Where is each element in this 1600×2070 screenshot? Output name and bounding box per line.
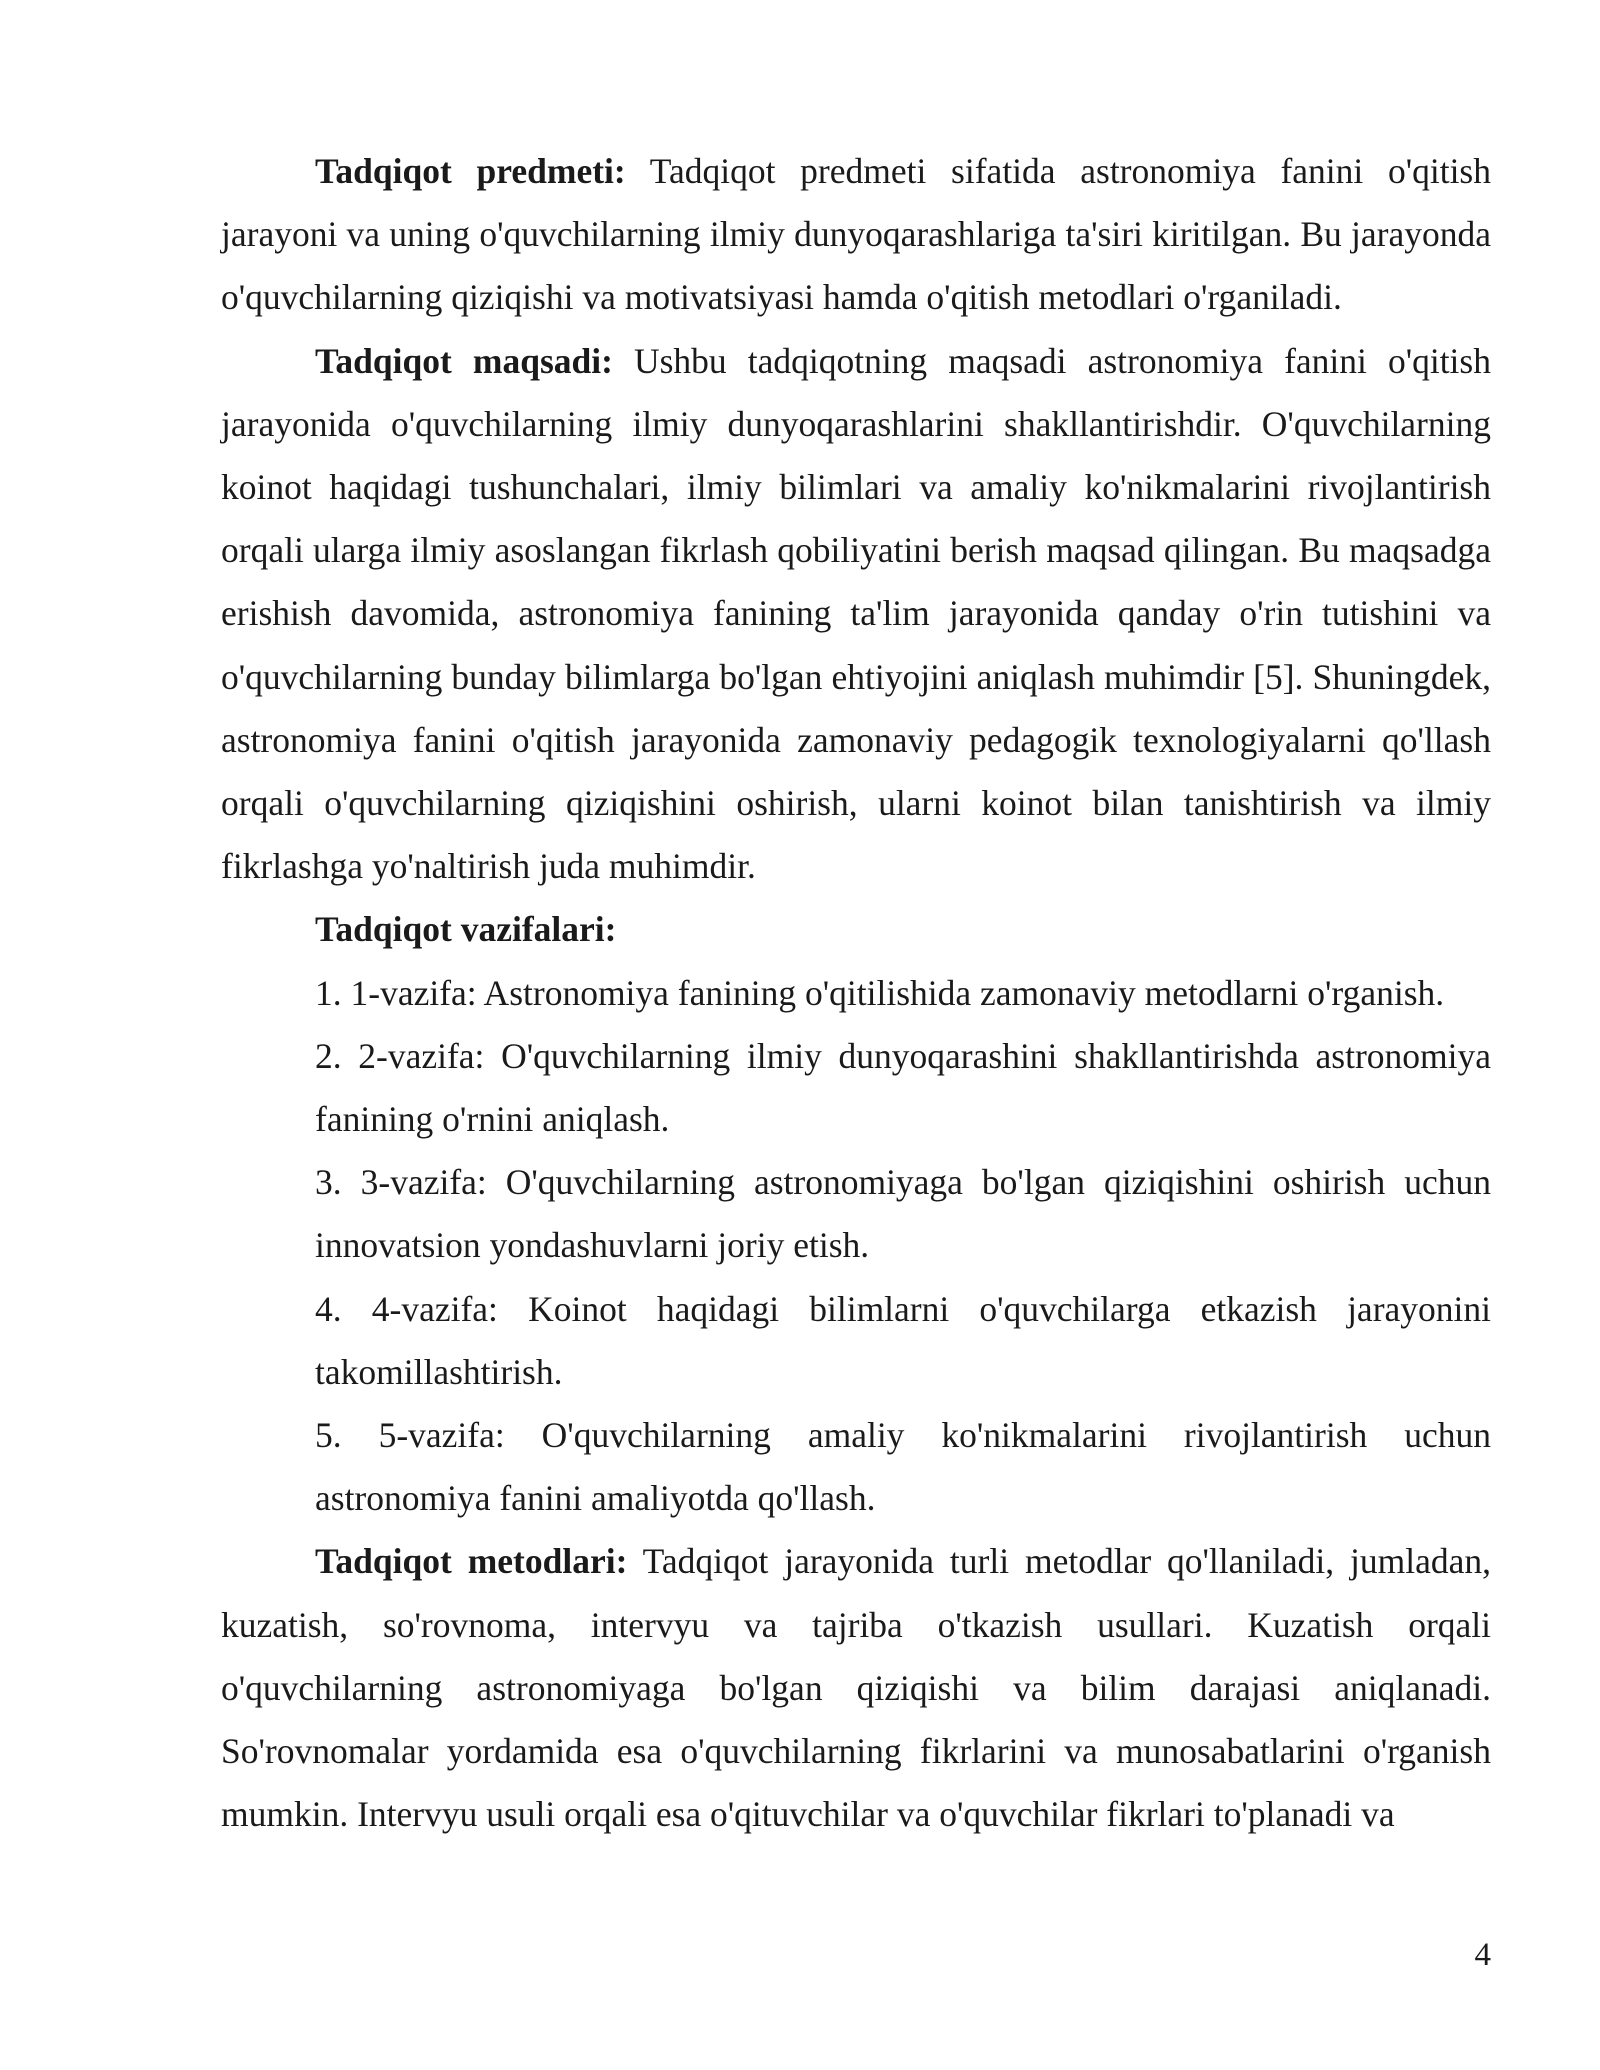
research-goal-text: Ushbu tadqiqotning maqsadi astronomiya fanini o'qitish jarayonida o'quvchilarning ilmiy dunyoqarashlarini shakllantirishdir. O'quvchilarning koinot haqidagi tushunchalari, ilmiy bilimlari va amaliy ko'nikmalarini rivojlantirish orqali ularga ilmiy asoslangan fikrlash qobiliyatini berish maqsad qilingan. Bu maqsadga erishish davomida, astronomiya fanining ta'lim jarayonida qanday o'rin tutishini va o'quvchilarning bunday bilimlarga bo'lgan ehtiyojini aniqlash muhimdir [5]. Shuningdek, astronomiya fanini o'qitish jarayonida zamonaviy pedagogik texnologiyalarni qo'llash orqali o'quvchilarning qiziqishini oshirish, ularni koinot bilan tanishtirish va ilmiy fikrlashga yo'naltirish juda muhimdir. [221,340,1491,887]
task-item-5: 5. 5-vazifa: O'quvchilarning amaliy ko'nikmalarini rivojlantirish uchun astronomiya fanini amaliyotda qo'llash. [315,1415,1491,1519]
research-subject-heading: Tadqiqot predmeti: [315,151,626,191]
research-methods-heading: Tadqiqot metodlari: [315,1541,628,1582]
research-goal-heading: Tadqiqot maqsadi: [315,340,613,381]
research-tasks-list [221,962,1491,1531]
research-tasks-heading: Tadqiqot vazifalari: [315,909,617,950]
task-item-1: 1. 1-vazifa: Astronomiya fanining o'qitilishida zamonaviy metodlarni o'rganish. [315,972,1445,1013]
task-item-3: 3. 3-vazifa: O'quvchilarning astronomiyaga bo'lgan qiziqishini oshirish uchun innovatsion yondashuvlarni joriy etish. [315,1162,1491,1266]
page-number: 4 [1474,1937,1491,1973]
paragraph-research-goal [221,330,1491,899]
task-item-2: 2. 2-vazifa: O'quvchilarning ilmiy dunyoqarashini shakllantirishda astronomiya fanining o'rnini aniqlash. [315,1035,1491,1140]
document-page [221,140,1491,1846]
task-item-4: 4. 4-vazifa: Koinot haqidagi bilimlarni o'quvchilarga etkazish jarayonini takomillashtirish. [315,1288,1491,1392]
research-methods-text: Tadqiqot jarayonida turli metodlar qo'llaniladi, jumladan, kuzatish, so'rovnoma, intervyu va tajriba o'tkazish usullari. Kuzatish orqali o'quvchilarning astronomiyaga bo'lgan qiziqishi va bilim darajasi aniqlanadi. So'rovnomalar yordamida esa o'quvchilarning fikrlarini va munosabatlarini o'rganish mumkin. Intervyu usuli orqali esa o'qituvchilar va o'quvchilar fikrlari to'planadi va [221,1541,1491,1835]
paragraph-research-methods [221,1530,1491,1846]
paragraph-research-subject [221,140,1491,330]
research-subject-text: Tadqiqot predmeti sifatida astronomiya fanini o'qitish jarayoni va uning o'quvchilarning ilmiy dunyoqarashlariga ta'siri kiritilgan. Bu jarayonda o'quvchilarning qiziqishi va motivatsiyasi hamda o'qitish metodlari o'rganiladi. [221,151,1491,318]
